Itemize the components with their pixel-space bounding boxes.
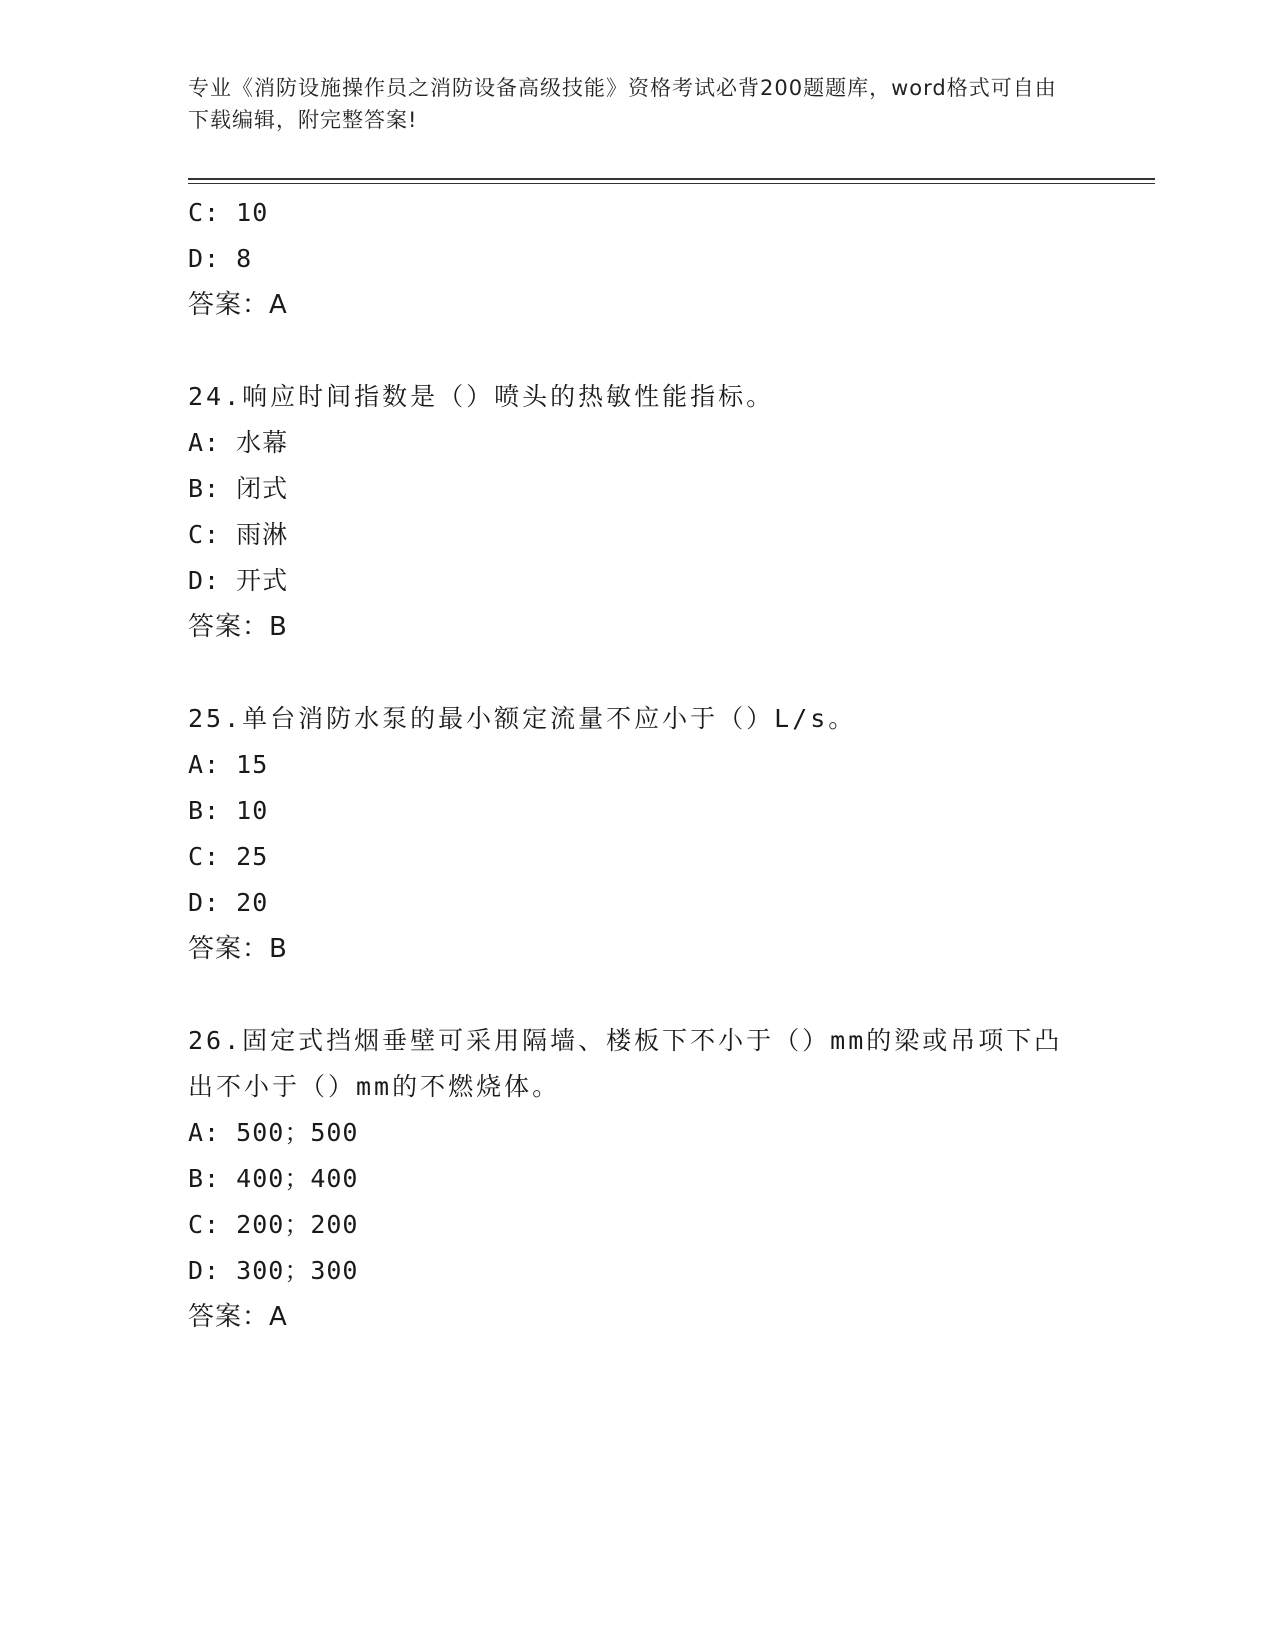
option-c: C: 25 xyxy=(188,842,269,871)
option-c: C: 200；200 xyxy=(188,1210,359,1239)
option-d: D: 8 xyxy=(188,244,253,273)
option-c: C: 雨淋 xyxy=(188,520,289,549)
header-divider-thick xyxy=(188,178,1155,180)
answer: 答案：B xyxy=(188,934,288,964)
option-b: B: 闭式 xyxy=(188,474,289,503)
question-26 xyxy=(188,1018,1088,1340)
answer: 答案：A xyxy=(188,1302,288,1332)
option-a: A: 15 xyxy=(188,750,269,779)
question-24 xyxy=(188,374,1088,650)
question-stem: 25.单台消防水泵的最小额定流量不应小于（）L/s。 xyxy=(188,704,857,733)
spacer xyxy=(188,972,1088,1018)
question-25 xyxy=(188,696,1088,972)
question-stem: 24.响应时间指数是（）喷头的热敏性能指标。 xyxy=(188,382,775,411)
option-b: B: 10 xyxy=(188,796,269,825)
option-d: D: 300；300 xyxy=(188,1256,359,1285)
answer: 答案：A xyxy=(188,290,288,320)
spacer xyxy=(188,650,1088,696)
question-stem: 26.固定式挡烟垂壁可采用隔墙、楼板下不小于（）mm的梁或吊项下凸出不小于（）mm的不燃烧体。 xyxy=(188,1026,1063,1101)
option-a: A: 水幕 xyxy=(188,428,289,457)
document-title: 专业《消防设施操作员之消防设备高级技能》资格考试必背200题题库，word格式可自由下载编辑，附完整答案! xyxy=(188,76,1057,132)
header-divider-thin xyxy=(188,183,1155,184)
question-23-continuation xyxy=(188,190,1088,328)
option-a: A: 500；500 xyxy=(188,1118,359,1147)
document-header xyxy=(188,72,1068,136)
option-d: D: 20 xyxy=(188,888,269,917)
spacer xyxy=(188,328,1088,374)
option-c: C: 10 xyxy=(188,198,269,227)
option-d: D: 开式 xyxy=(188,566,289,595)
option-b: B: 400；400 xyxy=(188,1164,359,1193)
answer: 答案：B xyxy=(188,612,288,642)
question-list xyxy=(188,190,1088,1340)
